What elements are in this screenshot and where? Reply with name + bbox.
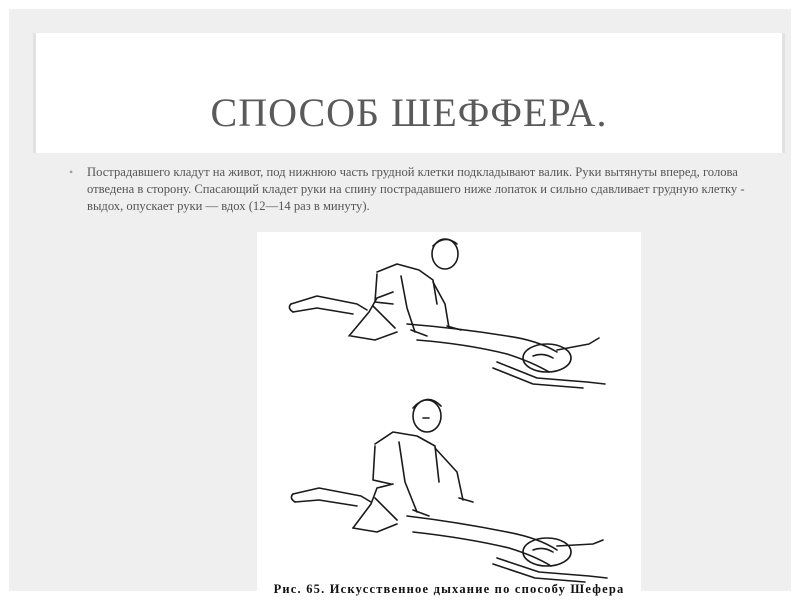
- slide-title: СПОСОБ ШЕФФЕРА.: [210, 90, 608, 135]
- artificial-respiration-illustration-icon: [257, 232, 641, 601]
- figure-illustration: [257, 232, 641, 601]
- title-panel: [33, 33, 785, 153]
- scene-lower: [291, 399, 607, 582]
- bullet-item: [69, 164, 759, 215]
- scene-upper: [289, 239, 605, 388]
- body-paragraph: Пострадавшего кладут на живот, под нижнюю часть грудной клетки подкладывают валик. Руки вытянуты вперед, голова отведена в сторону. Спасающий кладет руки на спину пострадавшего ниже лопаток и сильно сдавливает грудную клетку - выдох, опускает руки — вдох (12—14 раз в минуту).: [87, 165, 745, 213]
- figure-caption: Рис. 65. Искусственное дыхание по способу Шефера: [273, 582, 625, 596]
- bullet-dot-icon: •: [69, 165, 74, 179]
